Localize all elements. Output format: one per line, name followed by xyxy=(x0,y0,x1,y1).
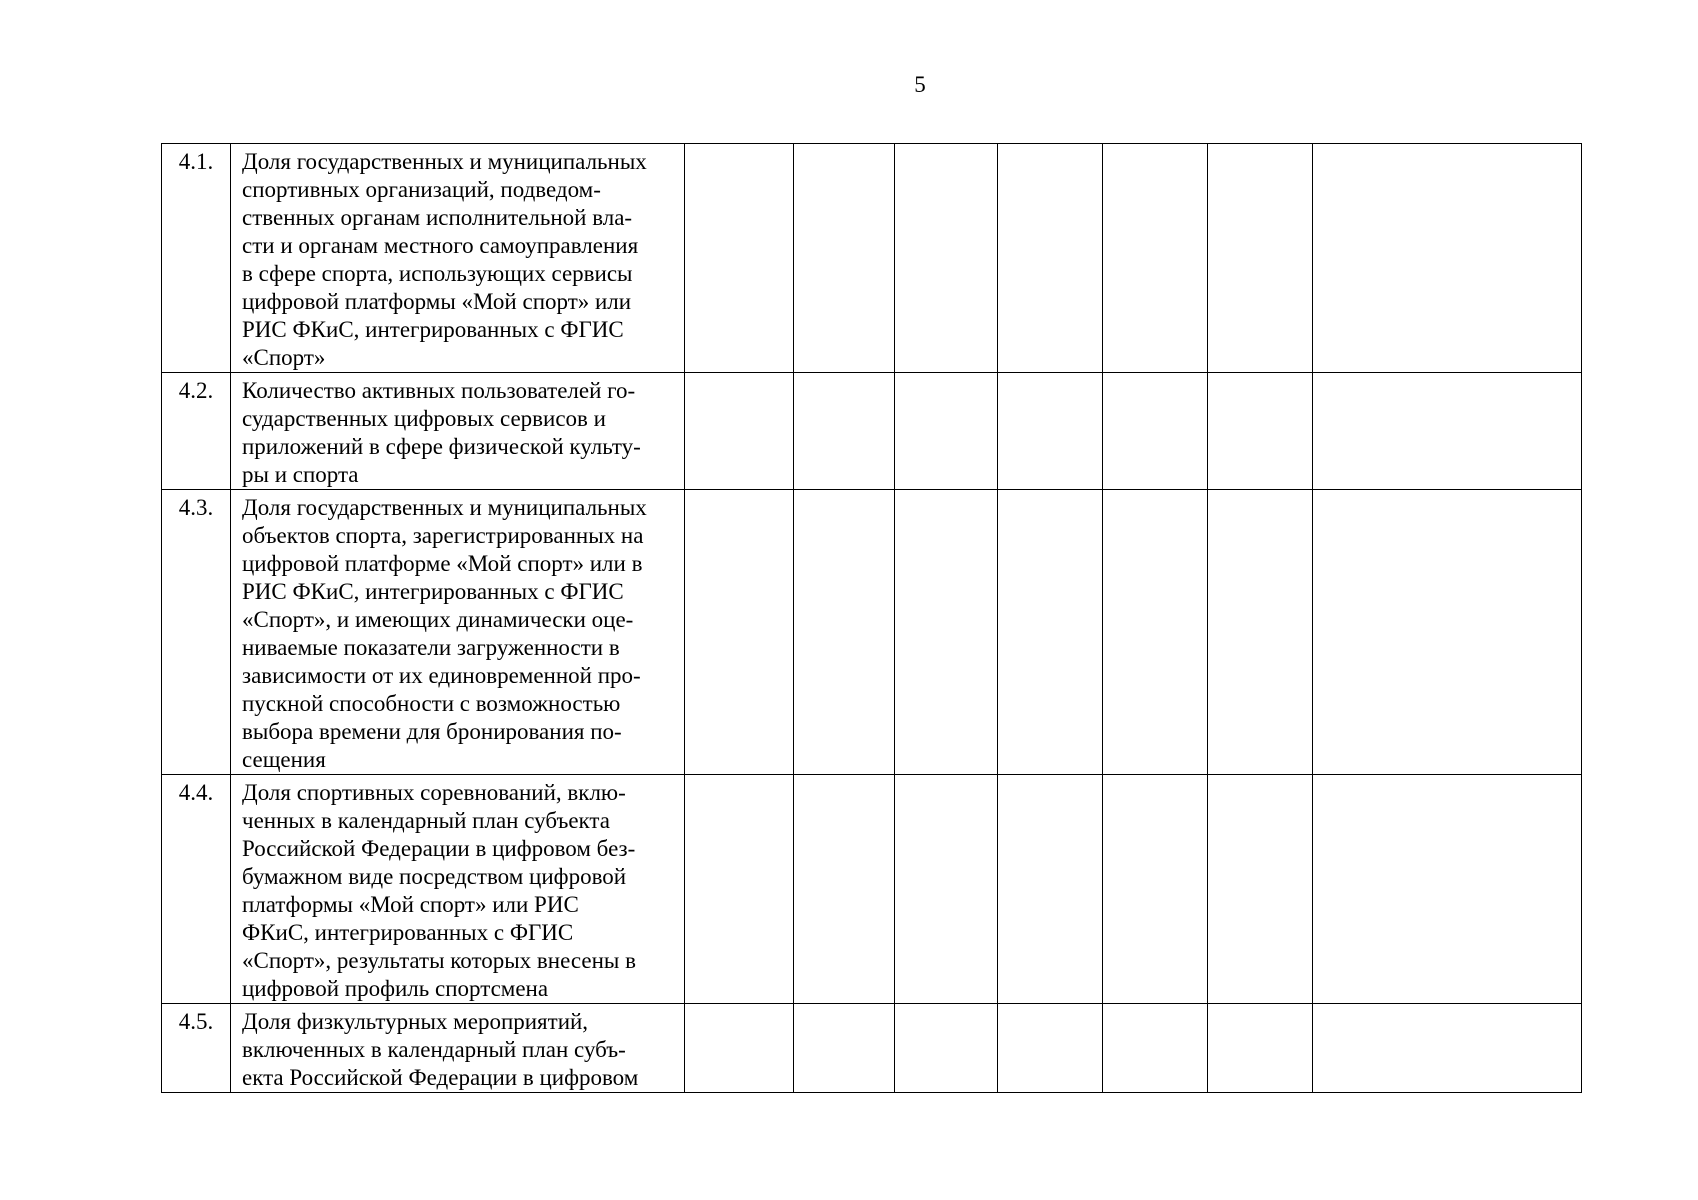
value-cell xyxy=(1103,1004,1208,1093)
indicator-description xyxy=(231,373,685,490)
table-row xyxy=(162,490,1582,775)
value-cell xyxy=(895,490,998,775)
value-cell xyxy=(1208,490,1313,775)
description-line: спортивных организаций, подведом- xyxy=(242,177,601,202)
description-line: «Спорт» xyxy=(242,345,326,370)
description-line: платформы «Мой спорт» или РИС xyxy=(242,892,579,917)
value-cell xyxy=(1208,775,1313,1004)
description-line: приложений в сфере физической культу- xyxy=(242,434,641,459)
value-cell xyxy=(1103,775,1208,1004)
description-line: Доля государственных и муниципальных xyxy=(242,149,647,174)
value-cell xyxy=(895,1004,998,1093)
description-line: Российской Федерации в цифровом без- xyxy=(242,836,636,861)
description-line: сти и органам местного самоуправления xyxy=(242,233,639,258)
value-cell xyxy=(895,775,998,1004)
value-cell xyxy=(685,373,794,490)
value-cell xyxy=(998,1004,1103,1093)
description-line: екта Российской Федерации в цифровом xyxy=(242,1065,639,1090)
description-line: ченных в календарный план субъекта xyxy=(242,808,610,833)
value-cell xyxy=(1208,1004,1313,1093)
description-line: цифровой платформы «Мой спорт» или xyxy=(242,289,632,314)
row-number: 4.5. xyxy=(162,1004,231,1093)
value-cell xyxy=(998,373,1103,490)
value-cell xyxy=(794,775,895,1004)
table-row xyxy=(162,775,1582,1004)
description-line: РИС ФКиС, интегрированных с ФГИС xyxy=(242,317,624,342)
description-line: пускной способности с возможностью xyxy=(242,691,621,716)
value-cell xyxy=(1313,144,1582,373)
description-line: в сфере спорта, использующих сервисы xyxy=(242,261,633,286)
description-line: «Спорт», и имеющих динамически оце- xyxy=(242,607,634,632)
description-line: сещения xyxy=(242,747,326,772)
indicator-description xyxy=(231,144,685,373)
value-cell xyxy=(895,144,998,373)
description-line: выбора времени для бронирования по- xyxy=(242,719,622,744)
value-cell xyxy=(998,144,1103,373)
value-cell xyxy=(794,490,895,775)
value-cell xyxy=(1313,1004,1582,1093)
value-cell xyxy=(998,775,1103,1004)
value-cell xyxy=(895,373,998,490)
value-cell xyxy=(998,490,1103,775)
description-line: зависимости от их единовременной про- xyxy=(242,663,641,688)
value-cell xyxy=(794,373,895,490)
row-number: 4.2. xyxy=(162,373,231,490)
description-line: цифровой платформе «Мой спорт» или в xyxy=(242,551,643,576)
description-line: РИС ФКиС, интегрированных с ФГИС xyxy=(242,579,624,604)
indicator-description xyxy=(231,775,685,1004)
indicator-description xyxy=(231,1004,685,1093)
value-cell xyxy=(685,775,794,1004)
table-row xyxy=(162,144,1582,373)
indicator-table xyxy=(161,143,1582,1093)
page-number: 5 xyxy=(914,72,926,97)
description-line: бумажном виде посредством цифровой xyxy=(242,864,627,889)
description-line: сударственных цифровых сервисов и xyxy=(242,406,606,431)
description-line: ФКиС, интегрированных с ФГИС xyxy=(242,920,574,945)
value-cell xyxy=(1208,144,1313,373)
value-cell xyxy=(1103,373,1208,490)
table-row xyxy=(162,373,1582,490)
description-line: включенных в календарный план субъ- xyxy=(242,1037,626,1062)
description-line: объектов спорта, зарегистрированных на xyxy=(242,523,644,548)
value-cell xyxy=(1313,775,1582,1004)
row-number: 4.4. xyxy=(162,775,231,1004)
row-number: 4.1. xyxy=(162,144,231,373)
value-cell xyxy=(685,490,794,775)
indicator-description xyxy=(231,490,685,775)
description-line: Доля физкультурных мероприятий, xyxy=(242,1009,589,1034)
description-line: ственных органам исполнительной вла- xyxy=(242,205,633,230)
value-cell xyxy=(685,1004,794,1093)
table-row xyxy=(162,1004,1582,1093)
description-line: «Спорт», результаты которых внесены в xyxy=(242,948,636,973)
value-cell xyxy=(1313,373,1582,490)
table-body xyxy=(162,144,1582,1093)
value-cell xyxy=(794,1004,895,1093)
value-cell xyxy=(1103,490,1208,775)
description-line: цифровой профиль спортсмена xyxy=(242,976,549,1001)
description-line: Доля государственных и муниципальных xyxy=(242,495,647,520)
description-line: Доля спортивных соревнований, вклю- xyxy=(242,780,626,805)
value-cell xyxy=(1208,373,1313,490)
description-line: Количество активных пользователей го- xyxy=(242,378,636,403)
value-cell xyxy=(1103,144,1208,373)
description-line: ры и спорта xyxy=(242,462,359,487)
value-cell xyxy=(685,144,794,373)
value-cell xyxy=(1313,490,1582,775)
description-line: ниваемые показатели загруженности в xyxy=(242,635,620,660)
row-number: 4.3. xyxy=(162,490,231,775)
value-cell xyxy=(794,144,895,373)
